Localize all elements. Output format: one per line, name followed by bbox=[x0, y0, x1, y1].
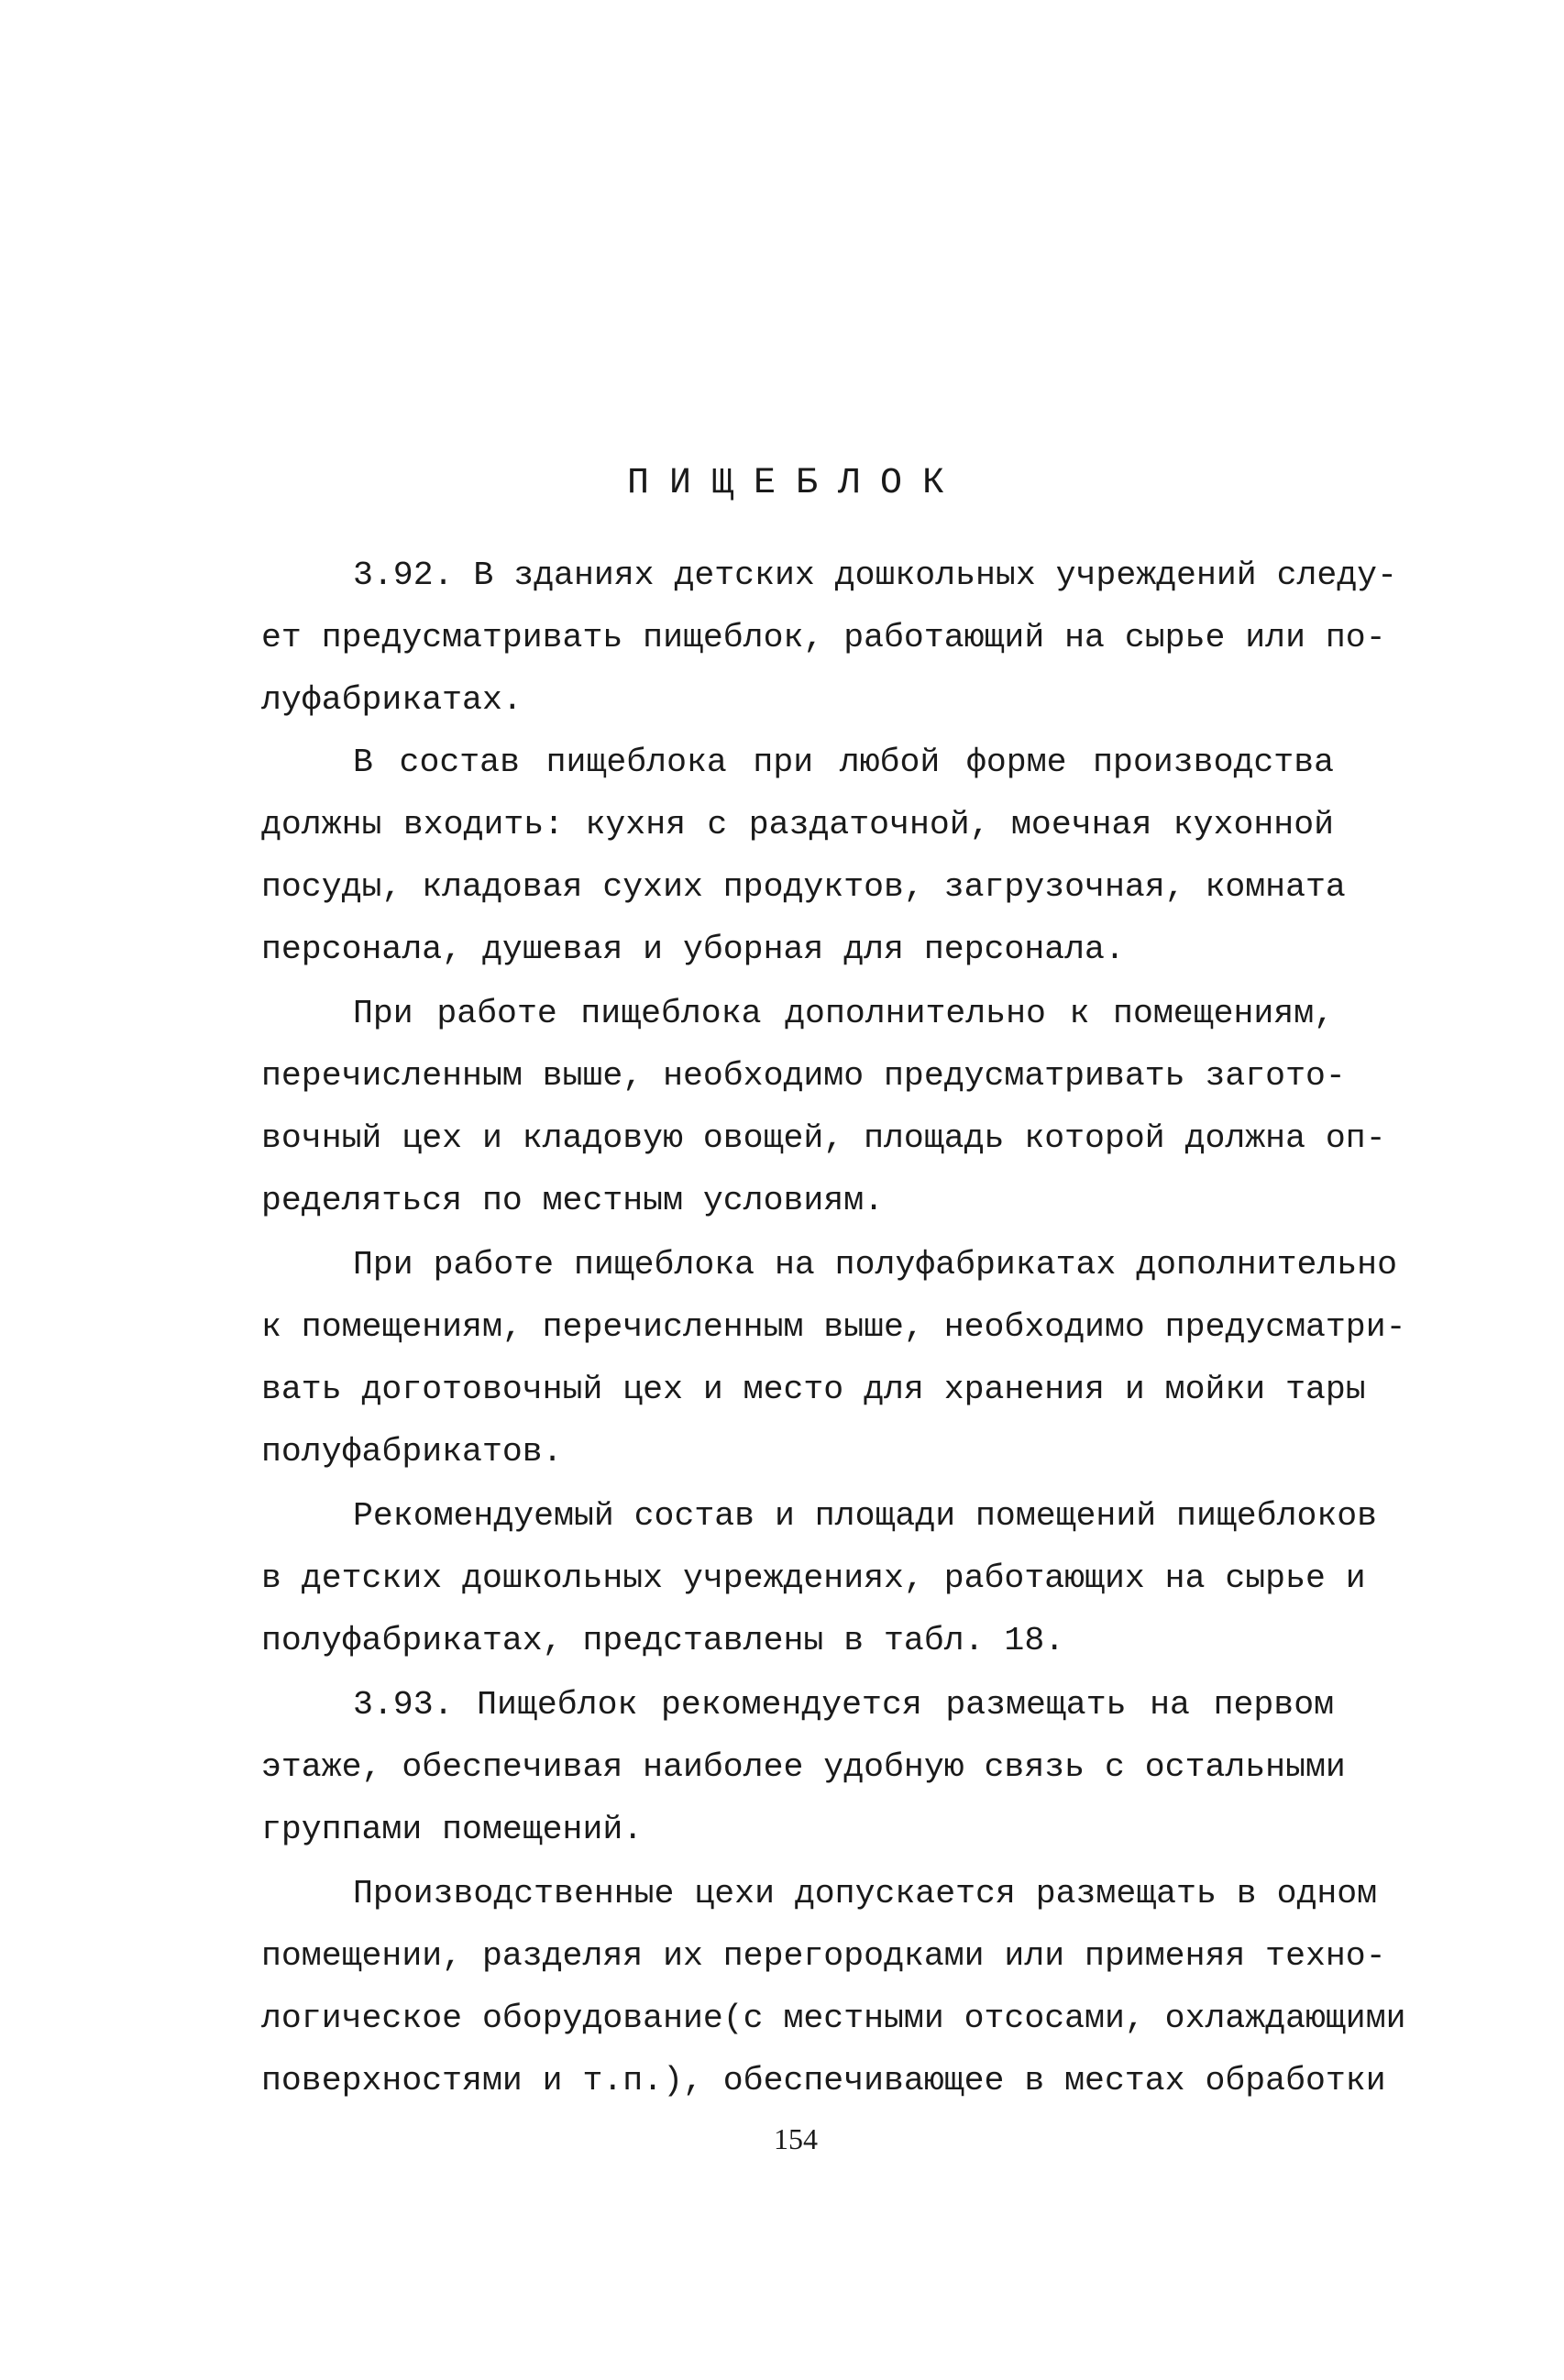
page-number: 154 bbox=[774, 2122, 818, 2155]
text-line-2: ет предусматривать пищеблок, работающий на сырье или по- bbox=[261, 619, 1386, 656]
text-line-7: персонала, душевая и уборная для персонала. bbox=[261, 931, 1125, 968]
text-line-25: поверхностями и т.п.), обеспечивающее в местах обработки bbox=[261, 2062, 1386, 2099]
text-line-13: к помещениям, перечисленным выше, необходимо предусматри- bbox=[261, 1308, 1406, 1346]
text-line-20: этаже, обеспечивая наиболее удобную связь с остальными bbox=[261, 1748, 1346, 1786]
text-line-16: Рекомендуемый состав и площади помещений пищеблоков bbox=[353, 1497, 1378, 1535]
text-line-21: группами помещений. bbox=[261, 1811, 644, 1848]
text-line-22: Производственные цехи допускается размещать в одном bbox=[353, 1875, 1378, 1912]
text-line-12: При работе пищеблока на полуфабрикатах дополнительно bbox=[353, 1246, 1397, 1284]
text-line-24: логическое оборудование(с местными отсосами, охлаждающими bbox=[261, 2000, 1406, 2037]
text-line-23: помещении, разделяя их перегородками или применяя техно- bbox=[261, 1937, 1386, 1975]
text-line-1: 3.92. В зданиях детских дошкольных учреждений следу- bbox=[353, 556, 1397, 594]
text-line-3: луфабрикатах. bbox=[261, 681, 523, 719]
text-line-19: 3.93. Пищеблок рекомендуется размещать на первом bbox=[353, 1686, 1334, 1724]
text-line-4: В состав пищеблока при любой форме производства bbox=[353, 744, 1334, 781]
text-line-6: посуды, кладовая сухих продуктов, загрузочная, комната bbox=[261, 868, 1346, 906]
text-line-11: ределяться по местным условиям. bbox=[261, 1182, 885, 1219]
text-line-14: вать доготовочный цех и место для хранения и мойки тары bbox=[261, 1371, 1366, 1408]
text-line-15: полуфабрикатов. bbox=[261, 1433, 563, 1471]
section-heading: ПИЩЕБЛОК bbox=[626, 463, 965, 504]
text-line-17: в детских дошкольных учреждениях, работающих на сырье и bbox=[261, 1559, 1366, 1597]
text-line-8: При работе пищеблока дополнительно к помещениям, bbox=[353, 995, 1334, 1032]
text-line-10: вочный цех и кладовую овощей, площадь которой должна оп- bbox=[261, 1119, 1386, 1157]
text-line-5: должны входить: кухня с раздаточной, моечная кухонной bbox=[261, 806, 1334, 843]
text-line-18: полуфабрикатах, представлены в табл. 18. bbox=[261, 1622, 1065, 1659]
text-line-9: перечисленным выше, необходимо предусматривать загото- bbox=[261, 1057, 1346, 1095]
